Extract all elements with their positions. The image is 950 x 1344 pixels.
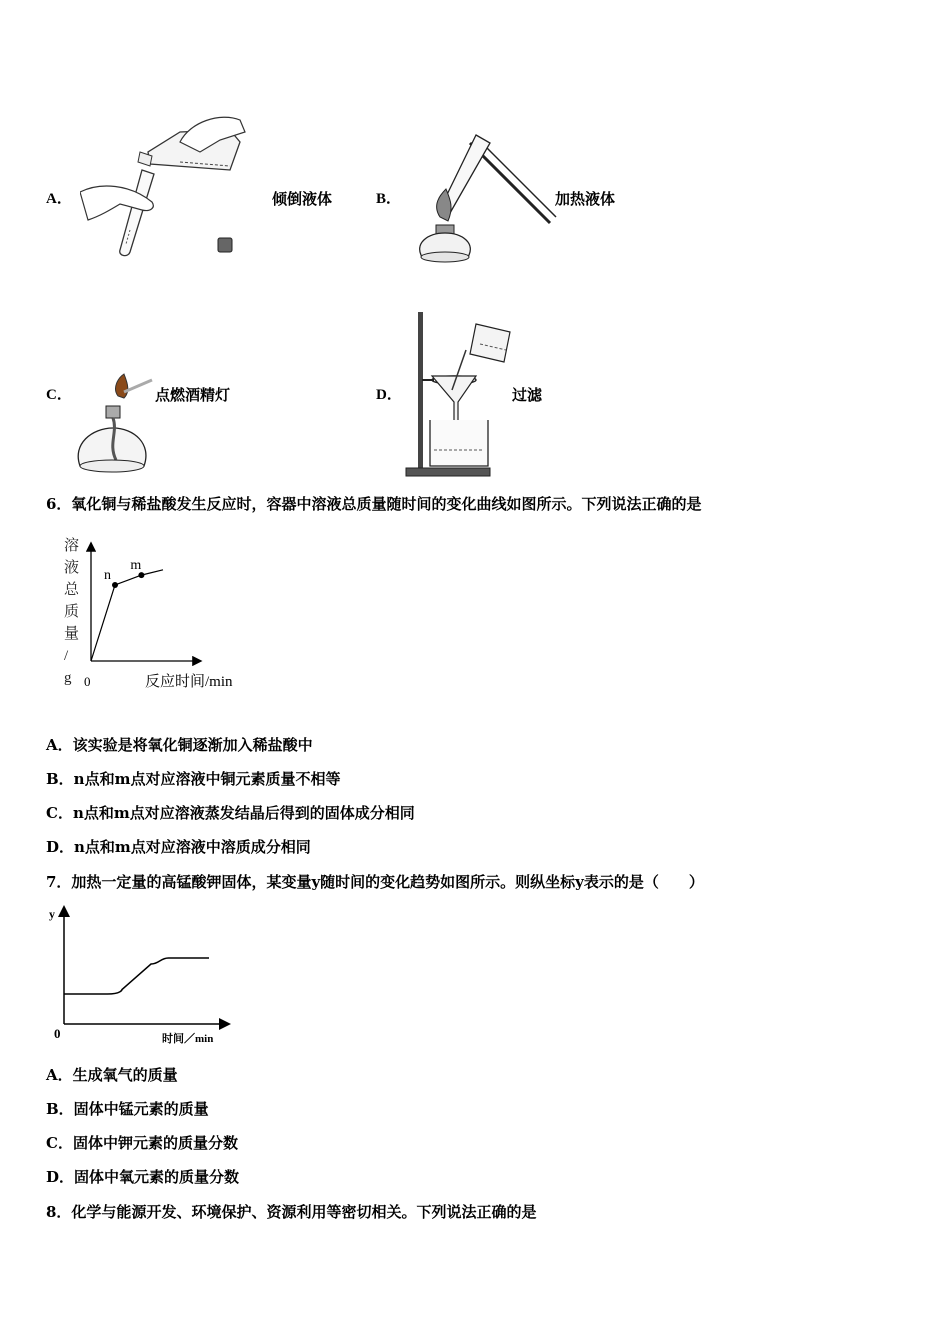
- q6-point-label-n: n: [104, 568, 111, 583]
- q7-option-b: B．固体中锰元素的质量: [46, 1100, 209, 1118]
- option-b-caption: 加热液体: [555, 190, 616, 208]
- light-alcohol-lamp-illustration: [72, 370, 162, 480]
- q7-option-c: C．固体中钾元素的质量分数: [46, 1134, 238, 1152]
- option-a-caption: 倾倒液体: [272, 190, 333, 208]
- q7-chart: [46, 904, 236, 1049]
- q6-point-label-m: m: [130, 558, 142, 574]
- pour-liquid-illustration: [80, 112, 250, 260]
- question-7-stem: 7．加热一定量的高锰酸钾固体，某变量y随时间的变化趋势如图所示。则纵坐标y表示的是（ ）: [46, 873, 704, 891]
- question-8-stem: 8．化学与能源开发、环境保护、资源利用等密切相关。下列说法正确的是: [46, 1203, 537, 1221]
- q7-x-axis-label: 时间／min: [162, 1033, 214, 1045]
- q7-y-axis-label: y: [49, 907, 55, 921]
- q6-chart: [60, 530, 260, 695]
- q6-origin-label: 0: [84, 674, 91, 689]
- q6-point-n: [112, 582, 118, 588]
- q6-x-axis-label: 反应时间/min: [145, 674, 233, 690]
- option-a-letter: A．: [46, 191, 72, 207]
- q6-option-b: B．n点和m点对应溶液中铜元素质量不相等: [46, 770, 341, 788]
- q7-series-line: [64, 958, 209, 994]
- question-6-stem: 6．氧化铜与稀盐酸发生反应时，容器中溶液总质量随时间的变化曲线如图所示。下列说法正确的是: [46, 495, 702, 513]
- q6-option-a: A．该实验是将氧化铜逐渐加入稀盐酸中: [46, 736, 313, 754]
- q7-option-a: A．生成氧气的质量: [46, 1066, 178, 1084]
- q6-option-d: D．n点和m点对应溶液中溶质成分相同: [46, 838, 311, 856]
- q7-origin-label: 0: [54, 1026, 61, 1041]
- option-d-letter: D．: [376, 387, 402, 403]
- option-c-letter: C．: [46, 387, 72, 403]
- heat-liquid-illustration: [410, 125, 560, 275]
- q7-option-d: D．固体中氧元素的质量分数: [46, 1168, 240, 1186]
- q6-y-axis-label: [64, 537, 80, 686]
- option-b-letter: B．: [376, 191, 402, 207]
- q6-option-c: C．n点和m点对应溶液蒸发结晶后得到的固体成分相同: [46, 804, 415, 822]
- q6-y-axis-label-text: 溶液总质量/ g: [64, 538, 80, 686]
- option-d-caption: 过滤: [512, 386, 543, 404]
- q6-series-line: [91, 570, 163, 661]
- option-c-caption: 点燃酒精灯: [155, 386, 231, 404]
